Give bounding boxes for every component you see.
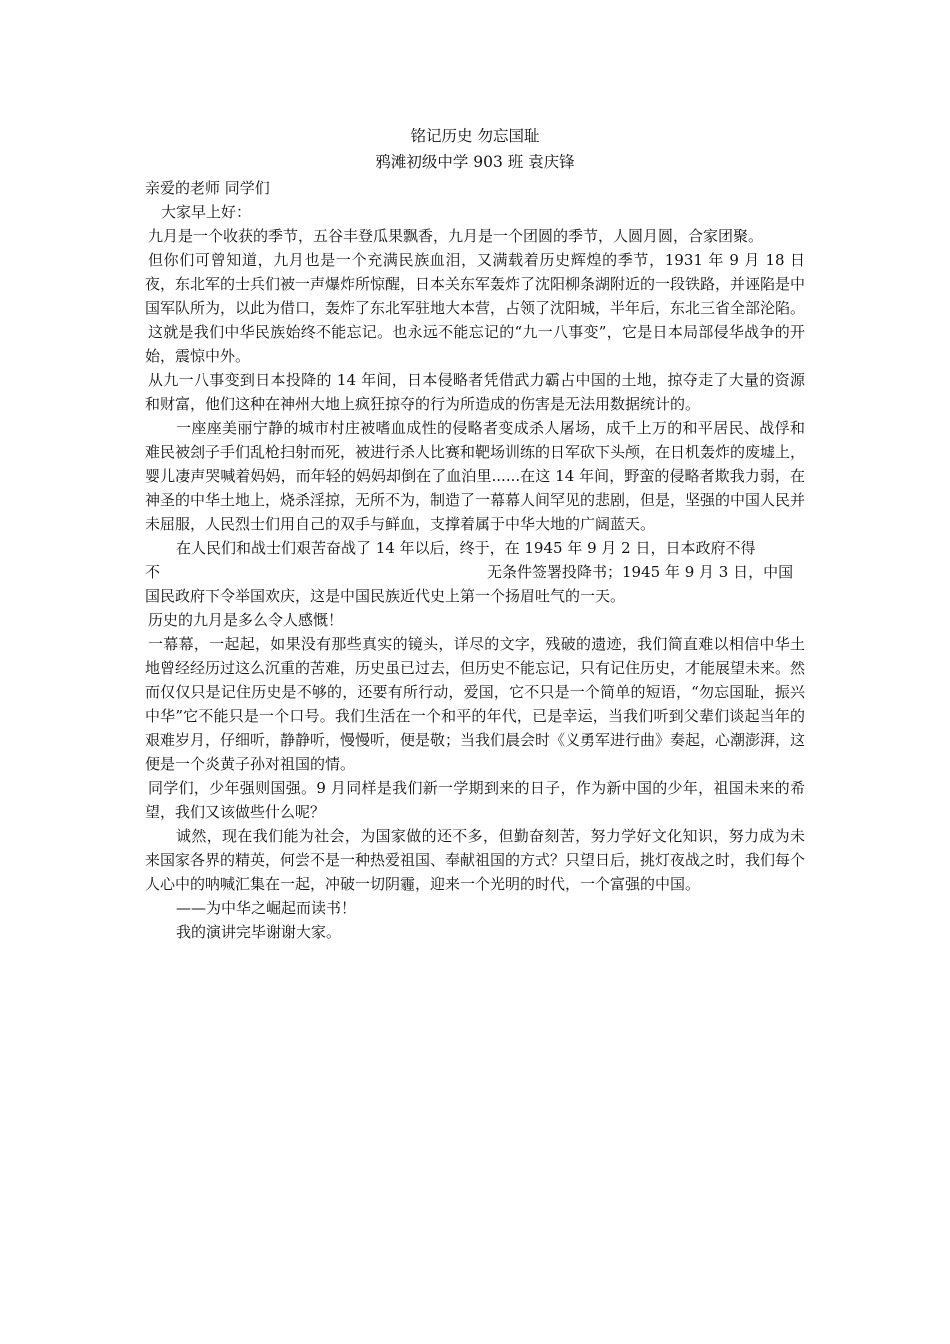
split-line	[145, 560, 805, 584]
closing-thanks: 我的演讲完毕谢谢大家。	[176, 923, 342, 941]
paragraph: 国民政府下令举国欢庆，这是中国民族近代史上第一个扬眉吐气的一天。	[145, 587, 626, 605]
split-line-right: 无条件签署投降书；1945 年 9 月 3 日，中国	[487, 563, 794, 581]
greeting: 大家早上好：	[161, 203, 252, 221]
salutation: 亲爱的老师 同学们	[145, 179, 270, 197]
paragraph: 这就是我们中华民族始终不能忘记。也永远不能忘记的“九一八事变”，它是日本局部侵华战争的开始，震惊中外。	[145, 323, 805, 365]
document-title: 铭记历史 勿忘国耻	[410, 127, 540, 145]
paragraph: 一座座美丽宁静的城市村庄被嗜血成性的侵略者变成杀人屠场，成千上万的和平居民、战俘和难民被刽子手们乱枪扫射而死，被进行杀人比赛和靶场训练的日军砍下头颅，在日机轰炸的废墟上，婴儿凄声哭喊着妈妈，而年轻的妈妈却倒在了血泊里......在这 14 年间，野蛮的侵略者欺我力弱，在神圣的中华土地上，烧杀淫掠，无所不为，制造了一幕幕人间罕见的悲剧，但是，坚强的中国人民并未屈服，人民烈士们用自己的双手与鲜血，支撑着属于中华大地的广阔蓝天。	[145, 419, 806, 533]
paragraph: 诚然，现在我们能为社会，为国家做的还不多，但勤奋刻苦，努力学好文化知识，努力成为未来国家各界的精英，何尝不是一种热爱祖国、奉献祖国的方式？只望日后，挑灯夜战之时，我们每个人心中的呐喊汇集在一起，冲破一切阴霾，迎来一个光明的时代，一个富强的中国。	[145, 827, 806, 893]
paragraph: 九月是一个收获的季节，五谷丰登瓜果飘香，九月是一个团圆的季节，人圆月圆，合家团聚。	[148, 227, 764, 245]
closing-slogan: ——为中华之崛起而读书！	[176, 899, 357, 917]
paragraph: 历史的九月是多么令人感慨！	[148, 611, 344, 629]
paragraph: 从九一八事变到日本投降的 14 年间，日本侵略者凭借武力霸占中国的土地，掠夺走了大量的资源和财富，他们这种在神州大地上疯狂掠夺的行为所造成的伤害是无法用数据统计的。	[145, 371, 805, 413]
speech-body	[145, 176, 805, 944]
paragraph: 同学们，少年强则国强。9 月同样是我们新一学期到来的日子，作为新中国的少年，祖国未来的希望，我们又该做些什么呢？	[145, 779, 805, 821]
document-byline: 鸦滩初级中学 903 班 袁庆锋	[375, 153, 575, 171]
split-line-left: 不	[145, 563, 161, 581]
paragraph: 但你们可曾知道，九月也是一个充满民族血泪，又满载着历史辉煌的季节，1931 年 9 月 18 日夜，东北军的士兵们被一声爆炸所惊醒，日本关东军轰炸了沈阳柳条湖附近的一段铁路，并诬陷是中国军队所为，以此为借口，轰炸了东北军驻地大本营，占领了沈阳城，半年后，东北三省全部沦陷。	[145, 251, 806, 317]
paragraph: 一幕幕，一起起，如果没有那些真实的镜头，详尽的文字，残破的遗迹，我们简直难以相信中华土地曾经经历过这么沉重的苦难，历史虽已过去，但历史不能忘记，只有记住历史，才能展望未来。然而仅仅只是记住历史是不够的，还要有所行动，爱国，它不只是一个简单的短语，“勿忘国耻，振兴中华”它不能只是一个口号。我们生活在一个和平的年代，已是幸运，当我们听到父辈们谈起当年的艰难岁月，仔细听，静静听，慢慢听，便是敬；当我们晨会时《义勇军进行曲》奏起，心潮澎湃，这便是一个炎黄子孙对祖国的情。	[145, 635, 806, 773]
paragraph: 在人民们和战士们艰苦奋战了 14 年以后，终于，在 1945 年 9 月 2 日，日本政府不得	[176, 539, 756, 557]
